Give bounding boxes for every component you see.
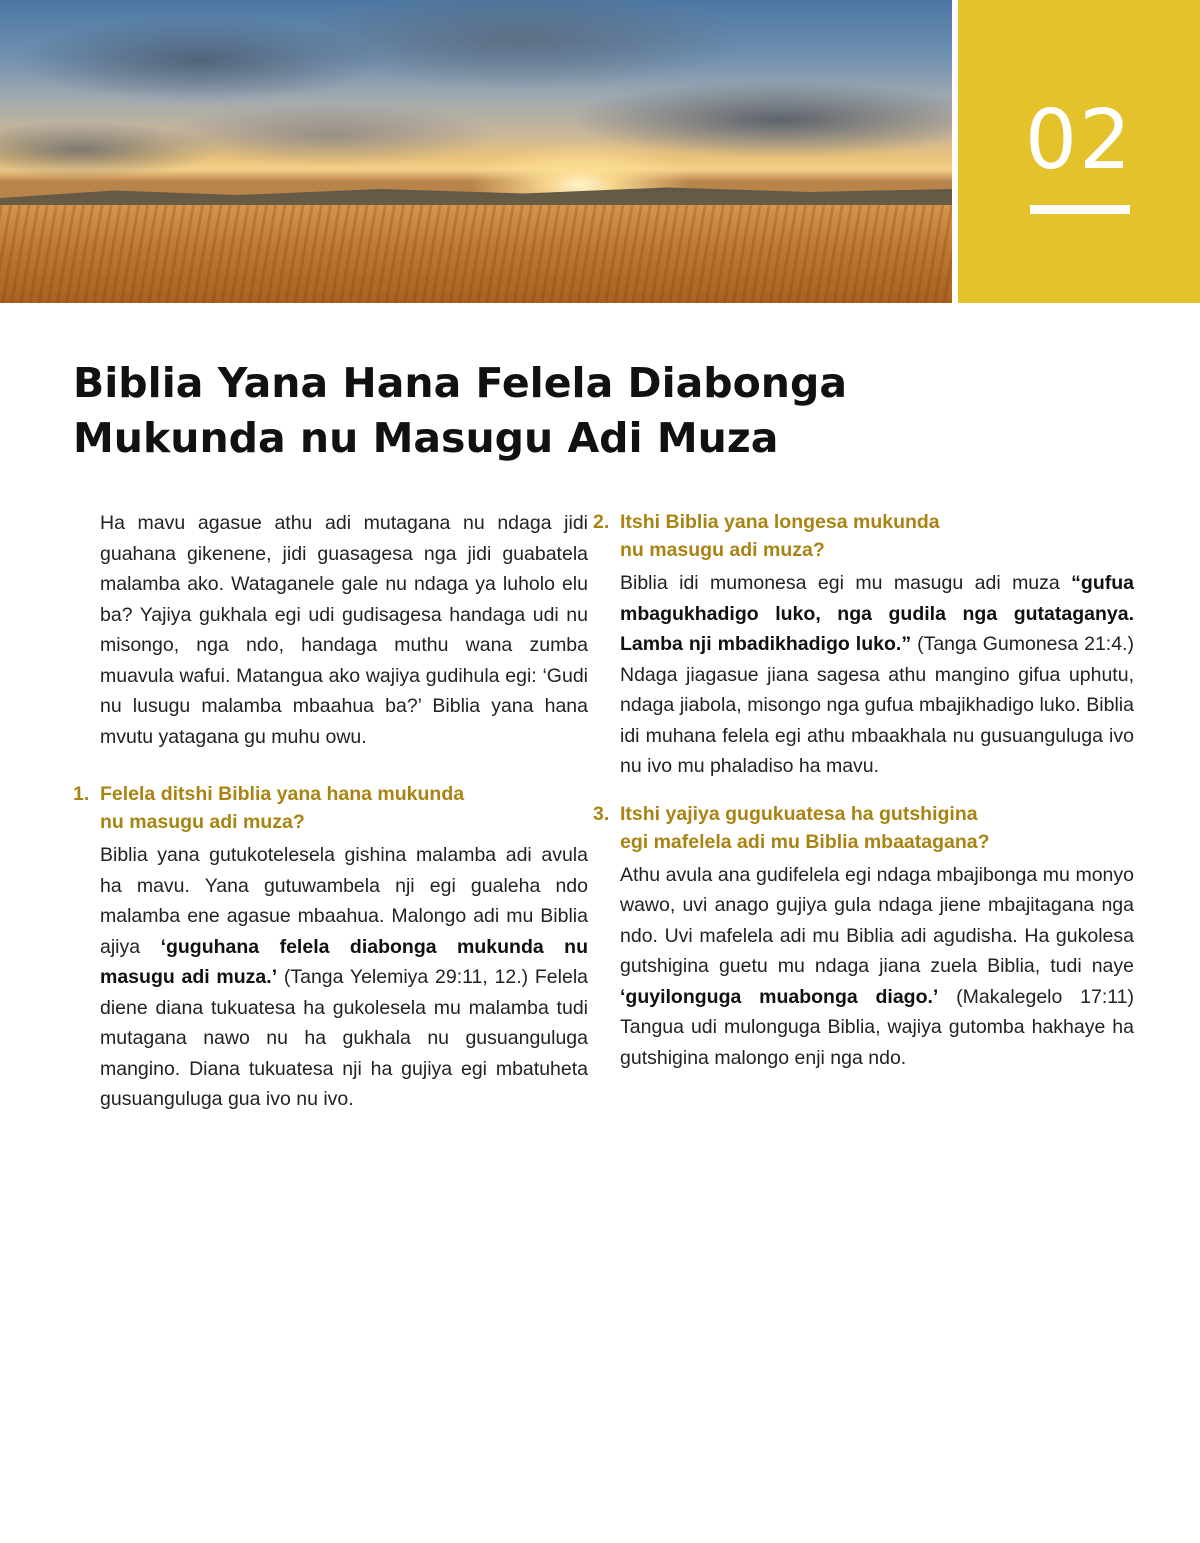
chapter-rule [1030,205,1130,214]
intro-paragraph: Ha mavu agasue athu adi mutagana nu ndaga jidi guahana gikenene, jidi guasagesa nga jidi guabatela malamba ako. Wataganele gale nu ndaga ya luholo elu ba? Yajiya gukhala egi udi gudisagesa handaga udi nu misongo, nga ndo, handaga muthu wana zumba muavula wafui. Matangua ako wajiya gudihula egi: ‘Gudi nu lusugu malamba mbaahua ba?’ Biblia yana hana mvutu yatagana gu muhu owu. [100,512,588,748]
section-3-question [593,800,1134,856]
section-2-number: 2. [593,511,610,533]
section-2-text-after: (Tanga Gumonesa 21:4.) Ndaga jiagasue jiana sagesa athu mangino gifua uphutu, ndaga jiabola, misongo nga gufua mbajikhadigo luko. Biblia idi muhana felela egi athu mbaakhala nu gusuanguluga ivo nu ivo mu phaladiso ha mavu. [620,633,1134,777]
chapter-number: 02 [1024,93,1134,188]
section-3-text-before: Athu avula ana gudifelela egi ndaga mbajibonga mu monyo wawo, uvi anago gujiya gula ndaga jiene mbajitagana nga ndo. Uvi mafelela adi mu Biblia adi agudisha. Ha gukolesa gutshigina guetu mu ndaga jiana zuela Biblia, tudi naye [620,863,1134,977]
section-3-answer [620,860,1134,1074]
section-3-number: 3. [593,802,610,825]
section-2-question-line-2: nu masugu adi muza? [620,539,825,561]
page-title-line-1: Biblia Yana Hana Felela Diabonga [73,359,848,407]
section-1-question-line-2: nu masugu adi muza? [100,811,305,833]
section-2-text-before: Biblia idi mumonesa egi mu masugu adi muza [620,572,1072,594]
section-1-number: 1. [73,783,90,805]
header-photo [0,0,952,303]
section-2-answer [620,568,1134,782]
section-1-question [73,780,588,836]
section-2-question-line-1: Itshi Biblia yana longesa mukunda [620,511,940,533]
left-column [73,508,588,1115]
section-3-text-after: (Makalegelo 17:11) Tangua udi mulonguga Biblia, wajiya gutomba hakhaye ha gutshigina malongo enji nga ndo. [620,985,1135,1069]
section-3-question-line-2: egi mafelela adi mu Biblia mbaatagana? [620,830,990,853]
section-1-text-before: Biblia yana gutukotelesela gishina malamba adi avula ha mavu. Yana gutuwambela nji egi gualeha ndo malamba ene agasue mbaahua. Malongo adi mu Biblia ajiya [100,844,588,958]
chapter-badge [958,0,1200,303]
section-1-answer [100,840,588,1115]
page-title [73,356,1123,466]
section-1-quote: ‘guguhana felela diabonga mukunda nu masugu adi muza.’ [100,935,588,988]
section-1-text-after: (Tanga Yelemiya 29:11, 12.) Felela diene diana tukuatesa ha gukolesela mu malamba tudi mutagana nawo nu ha gukhala nu gusuanguluga mangino. Diana tukuatesa nji ha gujiya egi mbatuheta gusuanguluga gua ivo nu ivo. [100,966,588,1110]
section-1-question-line-1: Felela ditshi Biblia yana hana mukunda [100,783,465,805]
section-3-quote: ‘guyilonguga muabonga diago.’ [620,985,939,1008]
section-2-question [593,508,1134,564]
section-3-question-line-1: Itshi yajiya gugukuatesa ha gutshigina [620,802,978,825]
section-2-quote: “gufua mbagukhadigo luko, nga gudila nga gutataganya. Lamba nji mbadikhadigo luko.” [620,572,1134,655]
wheat-field [0,205,952,303]
right-column [593,508,1135,1073]
page-title-line-2: Mukunda nu Masugu Adi Muza [73,414,779,462]
